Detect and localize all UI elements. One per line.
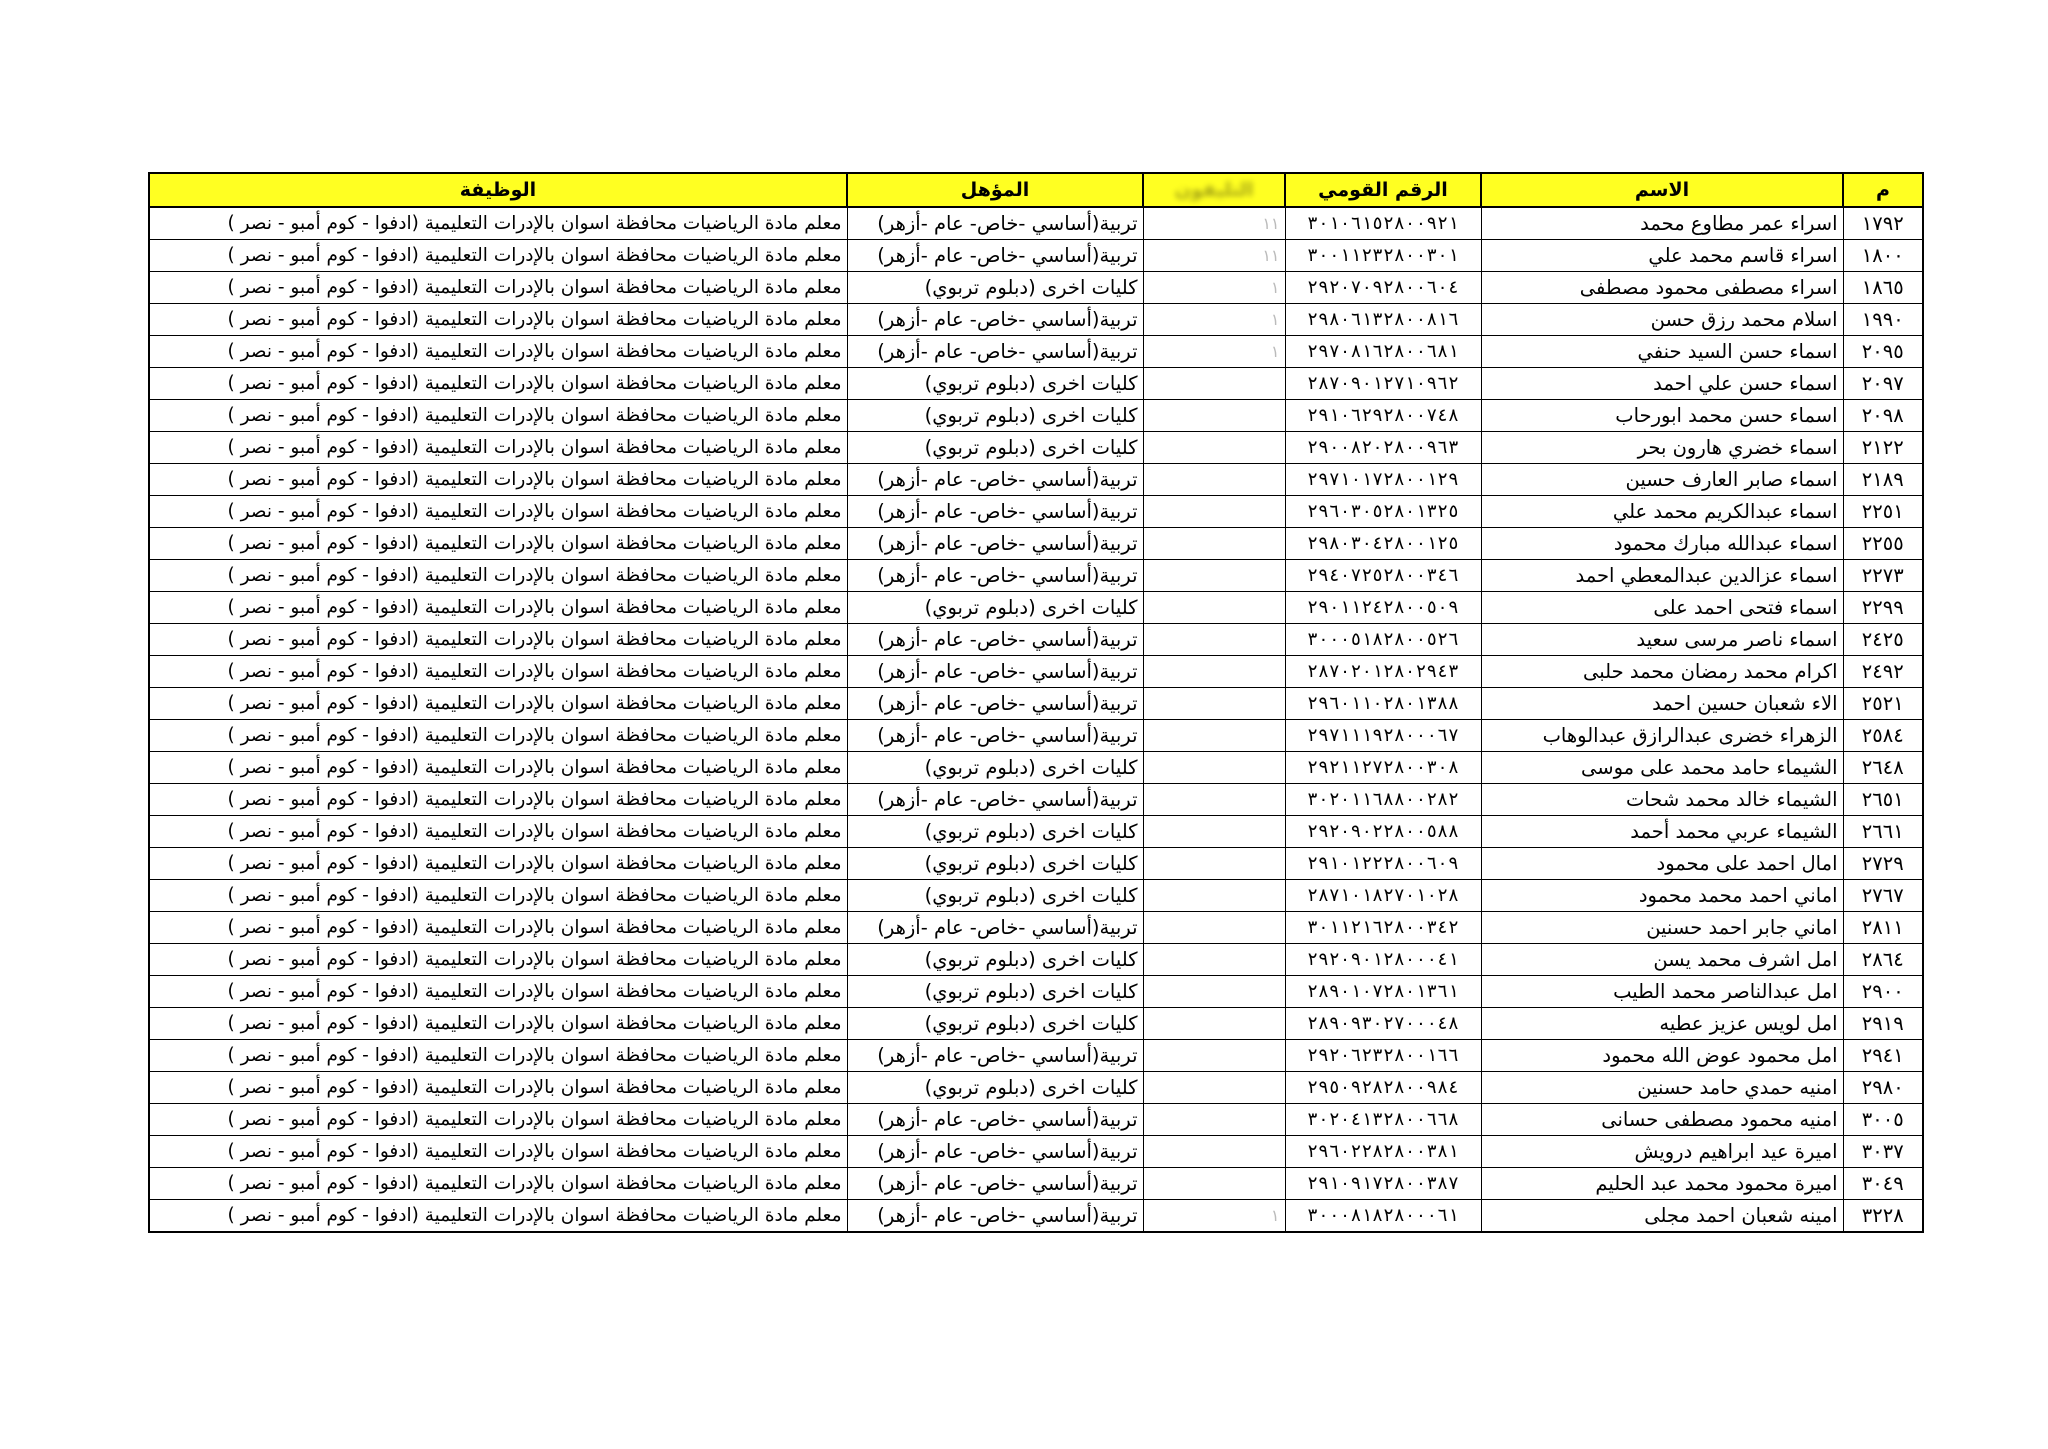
row-number: ٢٦٥١ (1843, 784, 1923, 816)
row-phone (1143, 1008, 1285, 1040)
row-qualification: كليات اخرى (دبلوم تربوي) (847, 816, 1143, 848)
table-body (149, 207, 1923, 1232)
row-number: ٢٨٦٤ (1843, 944, 1923, 976)
table-row (149, 528, 1923, 560)
table-row (149, 336, 1923, 368)
row-qualification: كليات اخرى (دبلوم تربوي) (847, 1008, 1143, 1040)
row-job: معلم مادة الرياضيات محافظة اسوان بالإدرات التعليمية (ادفوا - كوم أمبو - نصر ) (149, 240, 847, 272)
row-name: امل محمود عوض الله محمود (1481, 1040, 1843, 1072)
row-number: ٢٠٩٥ (1843, 336, 1923, 368)
row-job: معلم مادة الرياضيات محافظة اسوان بالإدرات التعليمية (ادفوا - كوم أمبو - نصر ) (149, 752, 847, 784)
row-name: اسماء ناصر مرسى سعيد (1481, 624, 1843, 656)
row-phone (1143, 848, 1285, 880)
row-number: ٢٢٩٩ (1843, 592, 1923, 624)
table-row (149, 944, 1923, 976)
row-job: معلم مادة الرياضيات محافظة اسوان بالإدرات التعليمية (ادفوا - كوم أمبو - نصر ) (149, 816, 847, 848)
row-job: معلم مادة الرياضيات محافظة اسوان بالإدرات التعليمية (ادفوا - كوم أمبو - نصر ) (149, 784, 847, 816)
row-national-id: ٢٩٢١١٢٧٢٨٠٠٣٠٨ (1285, 752, 1481, 784)
row-national-id: ٢٩٢٠٦٢٣٢٨٠٠١٦٦ (1285, 1040, 1481, 1072)
row-number: ٢٩٤١ (1843, 1040, 1923, 1072)
row-name: اسماء حسن محمد ابورحاب (1481, 400, 1843, 432)
table-row (149, 1040, 1923, 1072)
row-national-id: ٢٨٩٠٩٣٠٢٧٠٠٠٤٨ (1285, 1008, 1481, 1040)
row-national-id: ٢٩٧١١١٩٢٨٠٠٠٦٧ (1285, 720, 1481, 752)
row-qualification: تربية(أساسي -خاص- عام -أزهر) (847, 688, 1143, 720)
row-national-id: ٢٩٠٠٨٢٠٢٨٠٠٩٦٣ (1285, 432, 1481, 464)
row-phone (1143, 1072, 1285, 1104)
row-phone (1143, 592, 1285, 624)
row-job: معلم مادة الرياضيات محافظة اسوان بالإدرات التعليمية (ادفوا - كوم أمبو - نصر ) (149, 592, 847, 624)
row-qualification: كليات اخرى (دبلوم تربوي) (847, 976, 1143, 1008)
table-row (149, 880, 1923, 912)
row-job: معلم مادة الرياضيات محافظة اسوان بالإدرات التعليمية (ادفوا - كوم أمبو - نصر ) (149, 464, 847, 496)
row-number: ٢٦٦١ (1843, 816, 1923, 848)
row-number: ٢٤٢٥ (1843, 624, 1923, 656)
row-qualification: تربية(أساسي -خاص- عام -أزهر) (847, 720, 1143, 752)
row-number: ٣٠٤٩ (1843, 1168, 1923, 1200)
row-name: اميرة عيد ابراهيم درويش (1481, 1136, 1843, 1168)
row-qualification: تربية(أساسي -خاص- عام -أزهر) (847, 496, 1143, 528)
table-row (149, 1104, 1923, 1136)
row-national-id: ٣٠١١٢١٦٢٨٠٠٣٤٢ (1285, 912, 1481, 944)
row-phone (1143, 1040, 1285, 1072)
row-number: ٣٢٢٨ (1843, 1200, 1923, 1233)
table-row (149, 368, 1923, 400)
row-job: معلم مادة الرياضيات محافظة اسوان بالإدرات التعليمية (ادفوا - كوم أمبو - نصر ) (149, 368, 847, 400)
header-job: الوظيفة (149, 173, 847, 207)
row-job: معلم مادة الرياضيات محافظة اسوان بالإدرات التعليمية (ادفوا - كوم أمبو - نصر ) (149, 1136, 847, 1168)
row-name: اسماء فتحى احمد على (1481, 592, 1843, 624)
row-name: اسماء خضري هارون بحر (1481, 432, 1843, 464)
row-name: اماني جابر احمد حسنين (1481, 912, 1843, 944)
row-number: ٢٩٠٠ (1843, 976, 1923, 1008)
row-qualification: كليات اخرى (دبلوم تربوي) (847, 400, 1143, 432)
row-number: ٣٠٠٥ (1843, 1104, 1923, 1136)
table-row (149, 496, 1923, 528)
row-number: ٢١٨٩ (1843, 464, 1923, 496)
table-row (149, 688, 1923, 720)
row-phone (1143, 656, 1285, 688)
row-number: ٢٧٦٧ (1843, 880, 1923, 912)
row-name: اسراء عمر مطاوع محمد (1481, 207, 1843, 240)
row-name: اسماء عبدالله مبارك محمود (1481, 528, 1843, 560)
row-number: ٢٩٨٠ (1843, 1072, 1923, 1104)
header-phone: التليفون (1143, 173, 1285, 207)
row-national-id: ٢٩٨٠٦١٣٢٨٠٠٨١٦ (1285, 304, 1481, 336)
row-job: معلم مادة الرياضيات محافظة اسوان بالإدرات التعليمية (ادفوا - كوم أمبو - نصر ) (149, 336, 847, 368)
row-phone (1143, 464, 1285, 496)
row-national-id: ٢٩٢٠٧٠٩٢٨٠٠٦٠٤ (1285, 272, 1481, 304)
row-number: ٢٢٧٣ (1843, 560, 1923, 592)
table-row (149, 400, 1923, 432)
row-job: معلم مادة الرياضيات محافظة اسوان بالإدرات التعليمية (ادفوا - كوم أمبو - نصر ) (149, 912, 847, 944)
row-name: الشيماء حامد محمد على موسى (1481, 752, 1843, 784)
row-qualification: كليات اخرى (دبلوم تربوي) (847, 848, 1143, 880)
header-qualification: المؤهل (847, 173, 1143, 207)
row-phone: ١ (1143, 1200, 1285, 1233)
row-number: ٢٤٩٢ (1843, 656, 1923, 688)
row-phone (1143, 752, 1285, 784)
table-row (149, 560, 1923, 592)
row-national-id: ٢٩٢٠٩٠٢٢٨٠٠٥٨٨ (1285, 816, 1481, 848)
table-row (149, 1200, 1923, 1233)
header-national-id: الرقم القومي (1285, 173, 1481, 207)
row-job: معلم مادة الرياضيات محافظة اسوان بالإدرات التعليمية (ادفوا - كوم أمبو - نصر ) (149, 624, 847, 656)
row-job: معلم مادة الرياضيات محافظة اسوان بالإدرات التعليمية (ادفوا - كوم أمبو - نصر ) (149, 1168, 847, 1200)
row-phone (1143, 720, 1285, 752)
table-row (149, 848, 1923, 880)
row-phone: ١ (1143, 304, 1285, 336)
row-number: ٢٢٥١ (1843, 496, 1923, 528)
row-name: اماني احمد محمد محمود (1481, 880, 1843, 912)
row-job: معلم مادة الرياضيات محافظة اسوان بالإدرات التعليمية (ادفوا - كوم أمبو - نصر ) (149, 207, 847, 240)
row-qualification: تربية(أساسي -خاص- عام -أزهر) (847, 464, 1143, 496)
row-job: معلم مادة الرياضيات محافظة اسوان بالإدرات التعليمية (ادفوا - كوم أمبو - نصر ) (149, 304, 847, 336)
row-job: معلم مادة الرياضيات محافظة اسوان بالإدرات التعليمية (ادفوا - كوم أمبو - نصر ) (149, 1008, 847, 1040)
row-national-id: ٢٩٧٠٨١٦٢٨٠٠٦٨١ (1285, 336, 1481, 368)
table-row (149, 720, 1923, 752)
row-national-id: ٢٩١٠٩١٧٢٨٠٠٣٨٧ (1285, 1168, 1481, 1200)
row-phone (1143, 1104, 1285, 1136)
row-national-id: ٣٠٢٠١١٦٨٨٠٠٢٨٢ (1285, 784, 1481, 816)
row-job: معلم مادة الرياضيات محافظة اسوان بالإدرات التعليمية (ادفوا - كوم أمبو - نصر ) (149, 720, 847, 752)
row-phone (1143, 560, 1285, 592)
row-job: معلم مادة الرياضيات محافظة اسوان بالإدرات التعليمية (ادفوا - كوم أمبو - نصر ) (149, 1072, 847, 1104)
row-name: امال احمد على محمود (1481, 848, 1843, 880)
row-number: ١٨٦٥ (1843, 272, 1923, 304)
row-phone (1143, 624, 1285, 656)
row-name: اسراء قاسم محمد علي (1481, 240, 1843, 272)
row-qualification: تربية(أساسي -خاص- عام -أزهر) (847, 1168, 1143, 1200)
row-national-id: ٢٩٥٠٩٢٨٢٨٠٠٩٨٤ (1285, 1072, 1481, 1104)
row-number: ٢٩١٩ (1843, 1008, 1923, 1040)
table-row (149, 1008, 1923, 1040)
row-name: امل اشرف محمد يسن (1481, 944, 1843, 976)
row-phone (1143, 496, 1285, 528)
row-qualification: كليات اخرى (دبلوم تربوي) (847, 880, 1143, 912)
row-national-id: ٣٠١٠٦١٥٢٨٠٠٩٢١ (1285, 207, 1481, 240)
row-number: ١٧٩٢ (1843, 207, 1923, 240)
row-qualification: كليات اخرى (دبلوم تربوي) (847, 752, 1143, 784)
row-name: امنيه محمود مصطفى حسانى (1481, 1104, 1843, 1136)
row-name: امنيه حمدي حامد حسنين (1481, 1072, 1843, 1104)
row-qualification: تربية(أساسي -خاص- عام -أزهر) (847, 240, 1143, 272)
table-row (149, 464, 1923, 496)
row-national-id: ٢٩٨٠٣٠٤٢٨٠٠١٢٥ (1285, 528, 1481, 560)
row-national-id: ٢٩٦٠٣٠٥٢٨٠١٣٢٥ (1285, 496, 1481, 528)
row-job: معلم مادة الرياضيات محافظة اسوان بالإدرات التعليمية (ادفوا - كوم أمبو - نصر ) (149, 688, 847, 720)
row-job: معلم مادة الرياضيات محافظة اسوان بالإدرات التعليمية (ادفوا - كوم أمبو - نصر ) (149, 1040, 847, 1072)
row-name: امل لويس عزيز عطيه (1481, 1008, 1843, 1040)
row-name: اسماء عزالدين عبدالمعطي احمد (1481, 560, 1843, 592)
row-number: ٢٥٢١ (1843, 688, 1923, 720)
row-phone: ١١ (1143, 207, 1285, 240)
row-phone (1143, 784, 1285, 816)
row-national-id: ٢٨٧١٠١٨٢٧٠١٠٢٨ (1285, 880, 1481, 912)
row-national-id: ٢٩٢٠٩٠١٢٨٠٠٠٤١ (1285, 944, 1481, 976)
row-number: ٢٦٤٨ (1843, 752, 1923, 784)
row-job: معلم مادة الرياضيات محافظة اسوان بالإدرات التعليمية (ادفوا - كوم أمبو - نصر ) (149, 1104, 847, 1136)
row-qualification: تربية(أساسي -خاص- عام -أزهر) (847, 1040, 1143, 1072)
row-job: معلم مادة الرياضيات محافظة اسوان بالإدرات التعليمية (ادفوا - كوم أمبو - نصر ) (149, 848, 847, 880)
row-qualification: تربية(أساسي -خاص- عام -أزهر) (847, 1136, 1143, 1168)
row-name: الزهراء خضرى عبدالرازق عبدالوهاب (1481, 720, 1843, 752)
row-national-id: ٢٩٦٠١١٠٢٨٠١٣٨٨ (1285, 688, 1481, 720)
row-national-id: ٣٠٠١١٢٣٢٨٠٠٣٠١ (1285, 240, 1481, 272)
row-number: ١٩٩٠ (1843, 304, 1923, 336)
row-job: معلم مادة الرياضيات محافظة اسوان بالإدرات التعليمية (ادفوا - كوم أمبو - نصر ) (149, 944, 847, 976)
row-national-id: ٣٠٠٠٨١٨٢٨٠٠٠٦١ (1285, 1200, 1481, 1233)
row-job: معلم مادة الرياضيات محافظة اسوان بالإدرات التعليمية (ادفوا - كوم أمبو - نصر ) (149, 528, 847, 560)
table-row (149, 1136, 1923, 1168)
row-qualification: تربية(أساسي -خاص- عام -أزهر) (847, 207, 1143, 240)
row-phone (1143, 1136, 1285, 1168)
row-national-id: ٣٠٠٠٥١٨٢٨٠٠٥٢٦ (1285, 624, 1481, 656)
table-row (149, 784, 1923, 816)
row-phone (1143, 944, 1285, 976)
table-row (149, 1168, 1923, 1200)
row-number: ٢٠٩٨ (1843, 400, 1923, 432)
row-qualification: تربية(أساسي -خاص- عام -أزهر) (847, 912, 1143, 944)
row-name: اسماء عبدالكريم محمد علي (1481, 496, 1843, 528)
table-row (149, 304, 1923, 336)
row-name: اسماء حسن السيد حنفي (1481, 336, 1843, 368)
table-row (149, 624, 1923, 656)
table-row (149, 816, 1923, 848)
table-row (149, 272, 1923, 304)
row-qualification: تربية(أساسي -خاص- عام -أزهر) (847, 1200, 1143, 1233)
row-national-id: ٣٠٢٠٤١٣٢٨٠٠٦٦٨ (1285, 1104, 1481, 1136)
row-name: الاء شعبان حسين احمد (1481, 688, 1843, 720)
row-phone (1143, 976, 1285, 1008)
row-qualification: تربية(أساسي -خاص- عام -أزهر) (847, 304, 1143, 336)
row-national-id: ٢٨٧٠٩٠١٢٧١٠٩٦٢ (1285, 368, 1481, 400)
row-phone (1143, 400, 1285, 432)
row-phone: ١ (1143, 336, 1285, 368)
row-national-id: ٢٩٠١١٢٤٢٨٠٠٥٠٩ (1285, 592, 1481, 624)
row-number: ٢٥٨٤ (1843, 720, 1923, 752)
row-qualification: تربية(أساسي -خاص- عام -أزهر) (847, 1104, 1143, 1136)
row-job: معلم مادة الرياضيات محافظة اسوان بالإدرات التعليمية (ادفوا - كوم أمبو - نصر ) (149, 400, 847, 432)
row-number: ٢٧٢٩ (1843, 848, 1923, 880)
row-national-id: ٢٩١٠٦٢٩٢٨٠٠٧٤٨ (1285, 400, 1481, 432)
row-job: معلم مادة الرياضيات محافظة اسوان بالإدرات التعليمية (ادفوا - كوم أمبو - نصر ) (149, 560, 847, 592)
row-qualification: تربية(أساسي -خاص- عام -أزهر) (847, 336, 1143, 368)
row-name: الشيماء خالد محمد شحات (1481, 784, 1843, 816)
row-job: معلم مادة الرياضيات محافظة اسوان بالإدرات التعليمية (ادفوا - كوم أمبو - نصر ) (149, 432, 847, 464)
row-qualification: كليات اخرى (دبلوم تربوي) (847, 944, 1143, 976)
row-qualification: تربية(أساسي -خاص- عام -أزهر) (847, 656, 1143, 688)
table-row (149, 1072, 1923, 1104)
row-number: ٢١٢٢ (1843, 432, 1923, 464)
row-qualification: تربية(أساسي -خاص- عام -أزهر) (847, 528, 1143, 560)
row-phone (1143, 432, 1285, 464)
header-row (149, 173, 1923, 207)
row-number: ٢٨١١ (1843, 912, 1923, 944)
table-row (149, 912, 1923, 944)
row-qualification: كليات اخرى (دبلوم تربوي) (847, 272, 1143, 304)
row-national-id: ٢٩٤٠٧٢٥٢٨٠٠٣٤٦ (1285, 560, 1481, 592)
row-phone: ١١ (1143, 240, 1285, 272)
row-job: معلم مادة الرياضيات محافظة اسوان بالإدرات التعليمية (ادفوا - كوم أمبو - نصر ) (149, 880, 847, 912)
table-row (149, 656, 1923, 688)
row-qualification: كليات اخرى (دبلوم تربوي) (847, 592, 1143, 624)
row-job: معلم مادة الرياضيات محافظة اسوان بالإدرات التعليمية (ادفوا - كوم أمبو - نصر ) (149, 976, 847, 1008)
row-qualification: كليات اخرى (دبلوم تربوي) (847, 1072, 1143, 1104)
table-row (149, 240, 1923, 272)
row-job: معلم مادة الرياضيات محافظة اسوان بالإدرات التعليمية (ادفوا - كوم أمبو - نصر ) (149, 1200, 847, 1233)
row-phone (1143, 880, 1285, 912)
row-qualification: كليات اخرى (دبلوم تربوي) (847, 432, 1143, 464)
row-national-id: ٢٩١٠١٢٢٢٨٠٠٦٠٩ (1285, 848, 1481, 880)
row-qualification: تربية(أساسي -خاص- عام -أزهر) (847, 784, 1143, 816)
row-name: اميرة محمود محمد عبد الحليم (1481, 1168, 1843, 1200)
table-row (149, 976, 1923, 1008)
row-phone (1143, 528, 1285, 560)
row-qualification: تربية(أساسي -خاص- عام -أزهر) (847, 560, 1143, 592)
row-national-id: ٢٨٧٠٢٠١٢٨٠٢٩٤٣ (1285, 656, 1481, 688)
row-qualification: تربية(أساسي -خاص- عام -أزهر) (847, 624, 1143, 656)
row-phone (1143, 912, 1285, 944)
row-number: ١٨٠٠ (1843, 240, 1923, 272)
row-number: ٢٢٥٥ (1843, 528, 1923, 560)
roster-table (148, 172, 1924, 1233)
row-phone (1143, 1168, 1285, 1200)
row-phone: ١ (1143, 272, 1285, 304)
row-job: معلم مادة الرياضيات محافظة اسوان بالإدرات التعليمية (ادفوا - كوم أمبو - نصر ) (149, 272, 847, 304)
row-number: ٢٠٩٧ (1843, 368, 1923, 400)
row-qualification: كليات اخرى (دبلوم تربوي) (847, 368, 1143, 400)
table-row (149, 592, 1923, 624)
row-name: الشيماء عربي محمد أحمد (1481, 816, 1843, 848)
table-row (149, 432, 1923, 464)
table-row (149, 207, 1923, 240)
row-name: اسراء مصطفى محمود مصطفى (1481, 272, 1843, 304)
row-national-id: ٢٩٧١٠١٧٢٨٠٠١٢٩ (1285, 464, 1481, 496)
row-phone (1143, 816, 1285, 848)
row-job: معلم مادة الرياضيات محافظة اسوان بالإدرات التعليمية (ادفوا - كوم أمبو - نصر ) (149, 656, 847, 688)
row-name: اسلام محمد رزق حسن (1481, 304, 1843, 336)
row-national-id: ٢٨٩٠١٠٧٢٨٠١٣٦١ (1285, 976, 1481, 1008)
header-num: م (1843, 173, 1923, 207)
row-phone (1143, 688, 1285, 720)
row-phone (1143, 368, 1285, 400)
row-name: امل عبدالناصر محمد الطيب (1481, 976, 1843, 1008)
row-name: اسماء صابر العارف حسين (1481, 464, 1843, 496)
row-job: معلم مادة الرياضيات محافظة اسوان بالإدرات التعليمية (ادفوا - كوم أمبو - نصر ) (149, 496, 847, 528)
header-name: الاسم (1481, 173, 1843, 207)
row-name: اكرام محمد رمضان محمد حلبى (1481, 656, 1843, 688)
table-row (149, 752, 1923, 784)
row-national-id: ٢٩٦٠٢٢٨٢٨٠٠٣٨١ (1285, 1136, 1481, 1168)
row-number: ٣٠٣٧ (1843, 1136, 1923, 1168)
row-name: امينه شعبان احمد مجلى (1481, 1200, 1843, 1233)
row-name: اسماء حسن علي احمد (1481, 368, 1843, 400)
